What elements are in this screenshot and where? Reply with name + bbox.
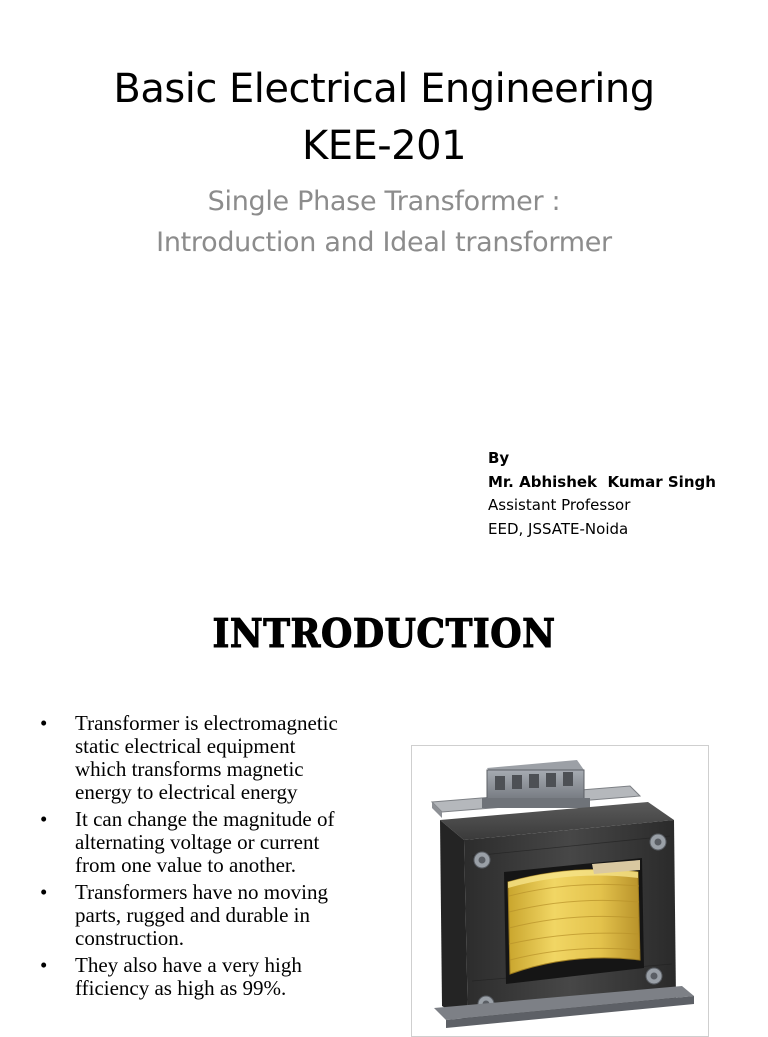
- bullet-line: fficiency as high as 99%.: [75, 976, 287, 1000]
- bolt: [650, 834, 666, 850]
- transformer-photo-icon: [412, 746, 708, 1036]
- bullet-line: alternating voltage or current: [75, 830, 320, 854]
- bullet-dot: •: [40, 711, 48, 735]
- bullet-line: energy to electrical energy: [75, 780, 298, 804]
- bullet-line: Transformer is electromagnetic: [75, 711, 338, 735]
- bullet-list: [40, 712, 380, 1004]
- introduction-slide: [0, 596, 768, 1024]
- slide-subtitle-line-2: Introduction and Ideal transformer: [156, 227, 612, 258]
- author-block: [488, 447, 716, 541]
- bullet-dot: •: [40, 953, 48, 977]
- bullet-item: [40, 808, 380, 877]
- bullet-line: static electrical equipment: [75, 734, 296, 758]
- author-by-label: By: [488, 449, 510, 467]
- introduction-heading: INTRODUCTION: [212, 611, 556, 657]
- bullet-dot: •: [40, 880, 48, 904]
- slide-title-line-1: Basic Electrical Engineering: [113, 66, 655, 112]
- winding-coil: [508, 860, 640, 974]
- author-name: Mr. Abhishek Kumar Singh: [488, 472, 716, 491]
- bullet-item: [40, 954, 380, 1000]
- transformer-image: [411, 745, 709, 1037]
- terminal-block: [482, 760, 590, 808]
- bullet-line: which transforms magnetic: [75, 757, 304, 781]
- bullet-line: Transformers have no moving: [75, 880, 328, 904]
- bullet-line: parts, rugged and durable in: [75, 903, 311, 927]
- bullet-item: [40, 881, 380, 950]
- bullet-line: It can change the magnitude of: [75, 807, 335, 831]
- bullet-line: They also have a very high: [75, 953, 302, 977]
- bolt: [646, 968, 662, 984]
- author-role: Assistant Professor: [488, 496, 631, 514]
- bullet-dot: •: [40, 807, 48, 831]
- bullet-line: from one value to another.: [75, 853, 297, 877]
- slide-subtitle-line-1: Single Phase Transformer :: [207, 186, 561, 217]
- author-department: EED, JSSATE-Noida: [488, 519, 629, 538]
- slide-title-line-2: KEE-201: [301, 123, 467, 169]
- bullet-item: [40, 712, 380, 804]
- bullet-line: construction.: [75, 926, 185, 950]
- bolt: [474, 852, 490, 868]
